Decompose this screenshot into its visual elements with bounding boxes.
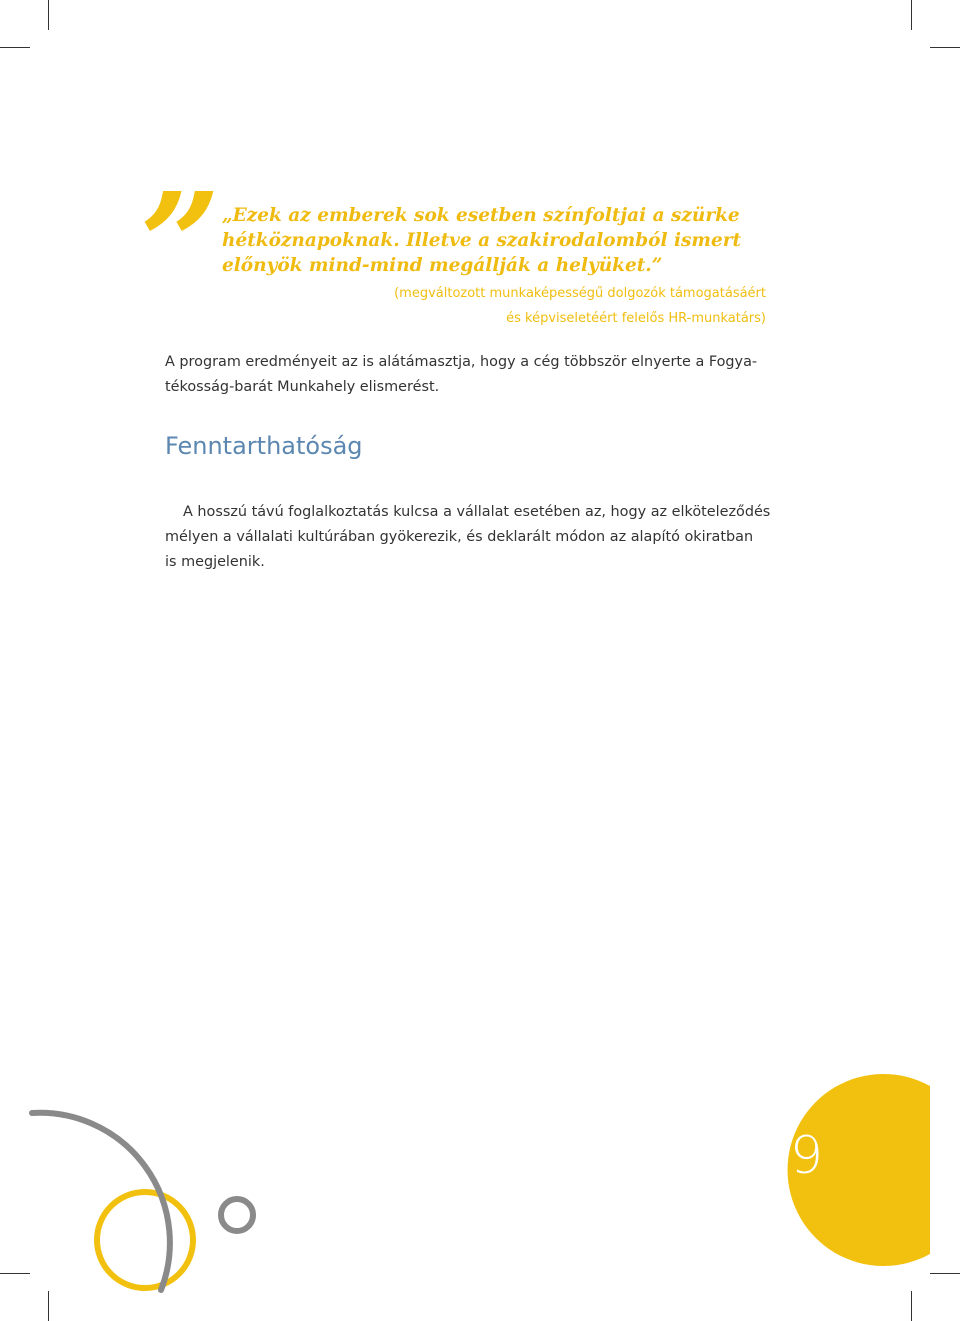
paragraph-line: A program eredményeit az is alátámasztja, hogy a cég többször elnyerte a Fogya- <box>165 354 758 370</box>
paragraph-line: A hosszú távú foglalkoztatás kulcsa a vállalat esetében az, hogy az elköteleződés <box>183 504 771 520</box>
pull-quote-line: előnyök mind-mind megállják a helyüket.” <box>222 255 663 276</box>
gray-small-ring-icon <box>221 1199 253 1231</box>
attribution-line: és képviseletéért felelős HR-munkatárs) <box>506 311 766 326</box>
yellow-ring-icon <box>97 1192 193 1288</box>
pull-quote-line: „Ezek az emberek sok esetben színfoltjai a szürke <box>222 205 740 226</box>
paragraph-line: mélyen a vállalati kultúrában gyökerezik, és deklarált módon az alapító okiratban <box>165 529 754 545</box>
paragraph-line: tékosság-barát Munkahely elismerést. <box>165 379 440 395</box>
page-number: 9 <box>790 1126 824 1186</box>
quote-mark-icon: ” <box>140 163 207 327</box>
pull-quote-line: hétköznapoknak. Illetve a szakirodalomból ismert <box>222 230 742 251</box>
section-heading: Fenntarthatóság <box>165 432 363 460</box>
attribution-line: (megváltozott munkaképességű dolgozók támogatásáért <box>394 286 766 301</box>
paragraph-line: is megjelenik. <box>165 554 265 570</box>
